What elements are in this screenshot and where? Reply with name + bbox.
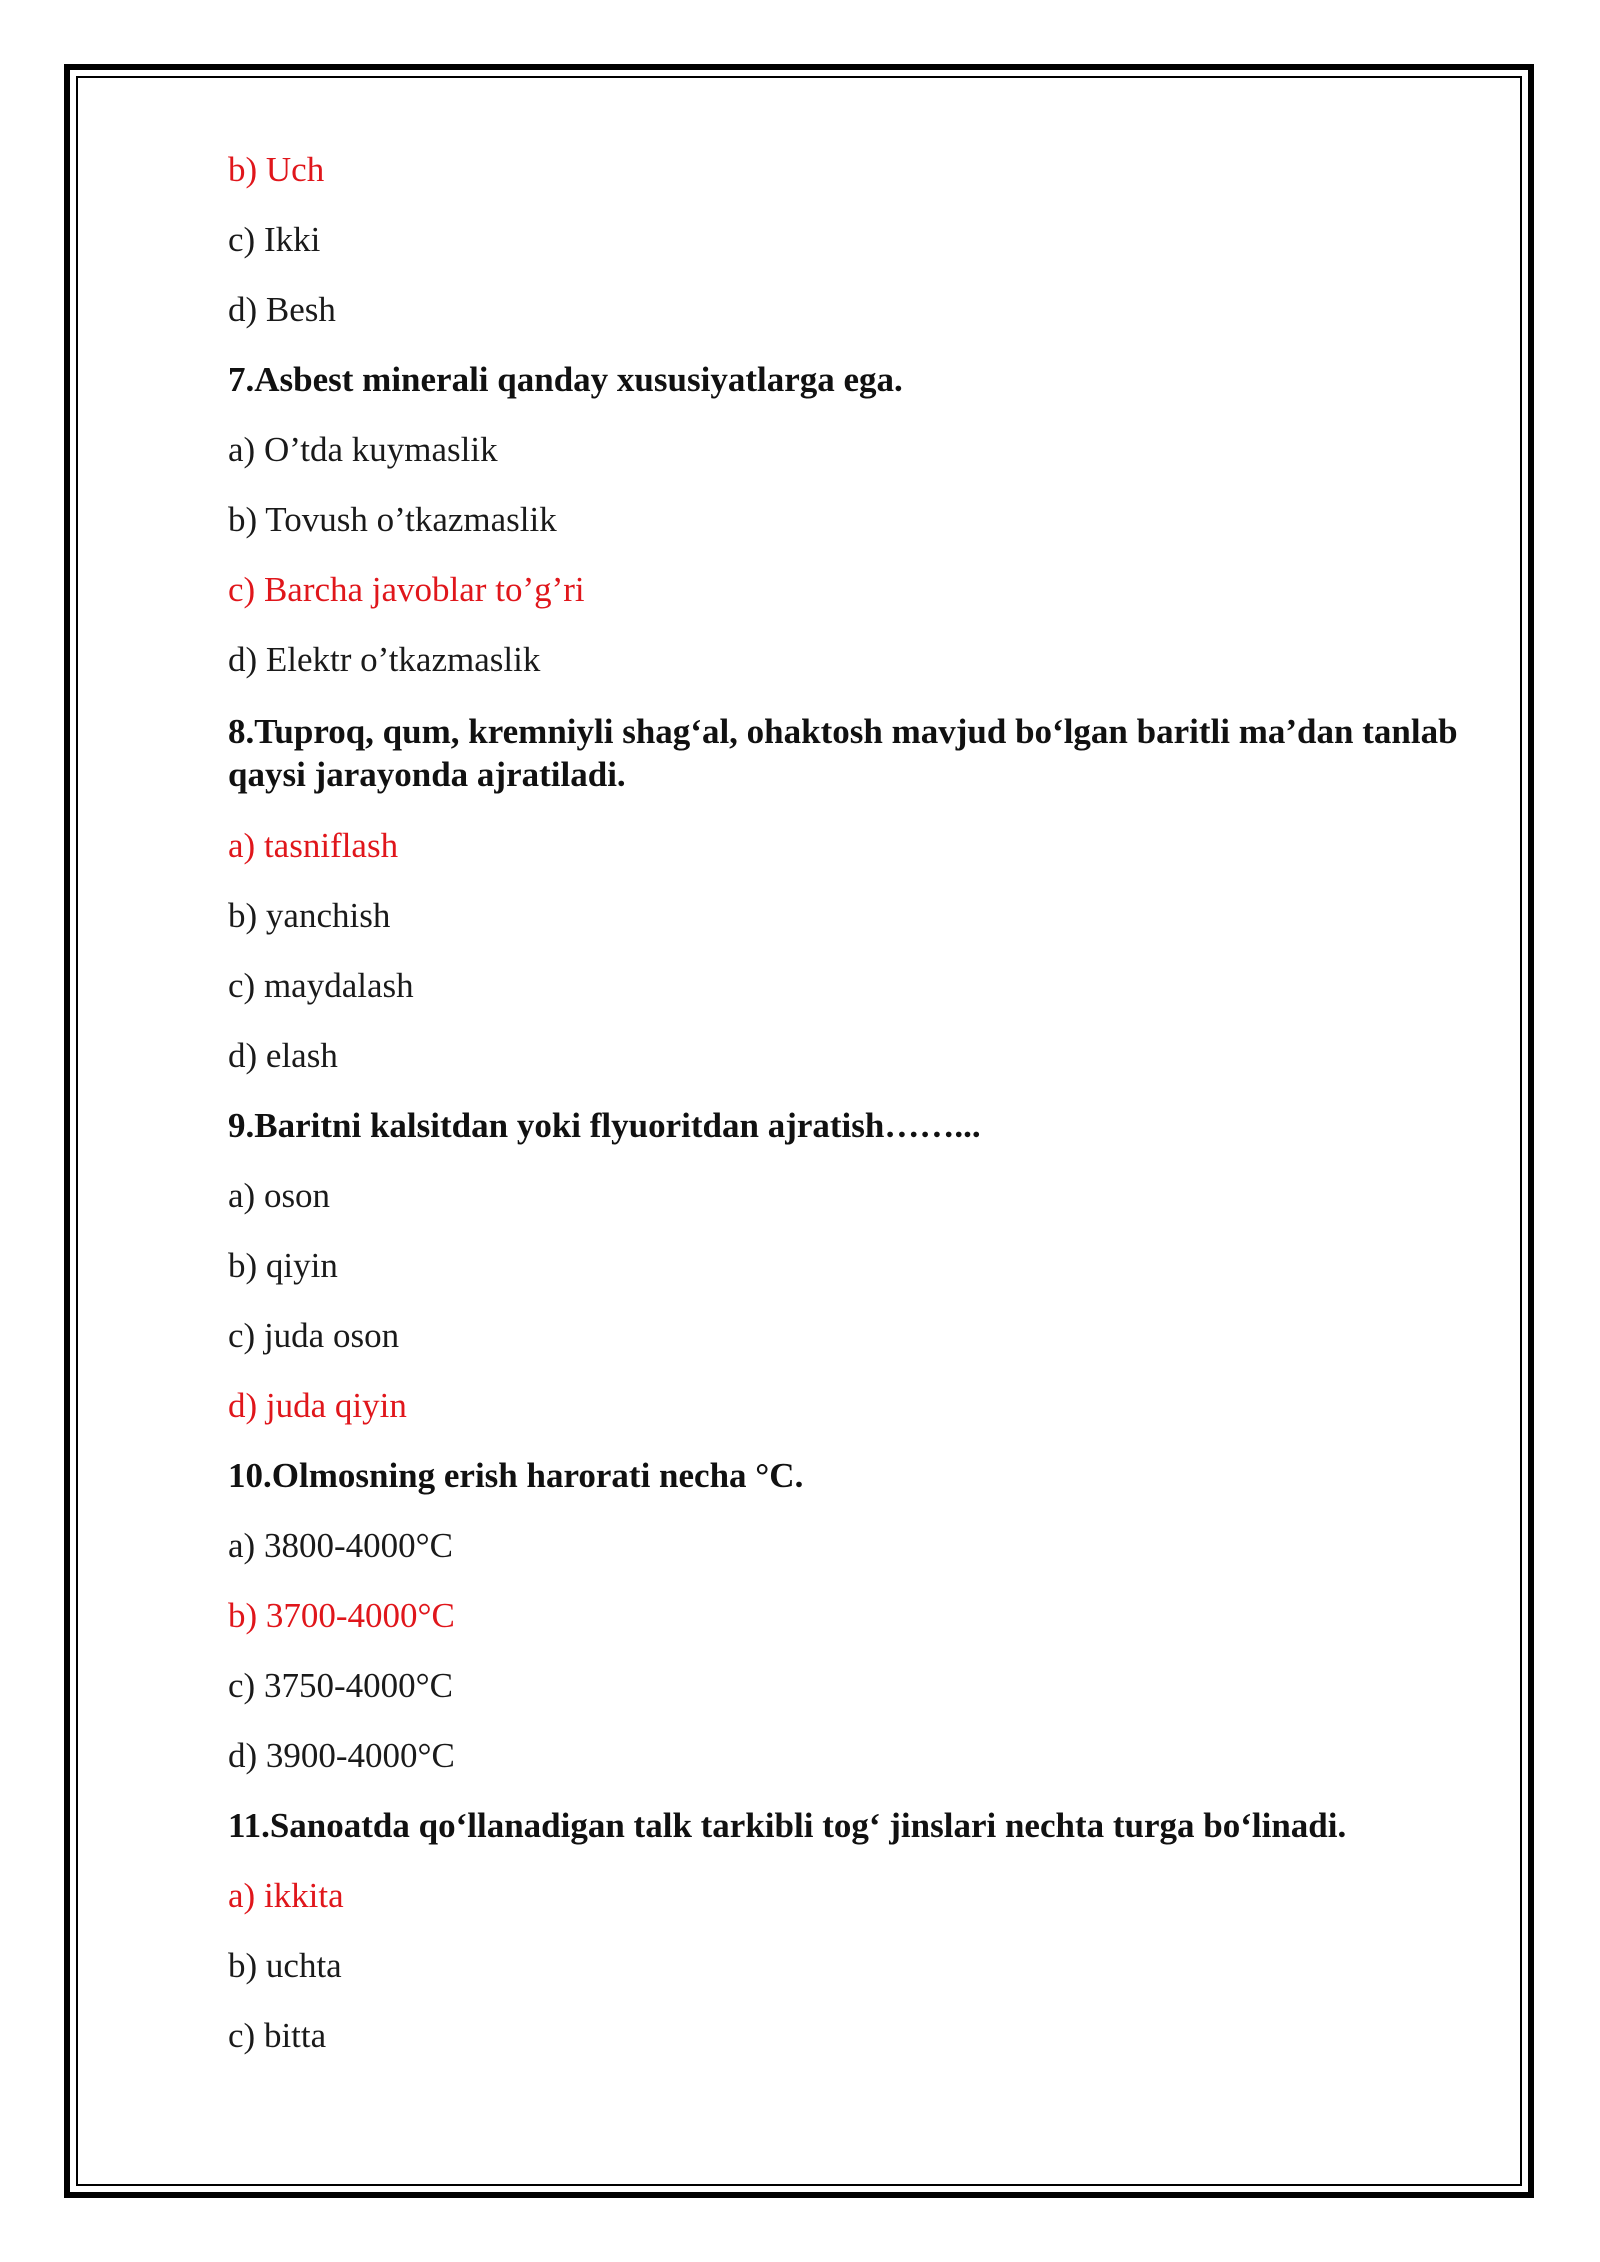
answer-option: b) uchta [228,1946,342,1985]
question-11: 11.Sanoatda qo‘llanadigan talk tarkibli tog‘ jinslari nechta turga bo‘linadi. [228,1806,1347,1845]
question-10: 10.Olmosning erish harorati necha °C. [228,1456,804,1495]
answer-option: a) 3800-4000°C [228,1526,453,1565]
answer-option: b) Uch [228,150,325,189]
answer-option: d) Besh [228,290,336,329]
answer-option: c) Ikki [228,220,321,259]
answer-option: a) oson [228,1176,331,1215]
answer-option: d) Elektr o’tkazmaslik [228,640,541,679]
answer-option: b) yanchish [228,896,391,935]
answer-option: a) O’tda kuymaslik [228,430,498,469]
answer-option: d) juda qiyin [228,1386,407,1425]
answer-option: c) Barcha javoblar to’g’ri [228,570,585,609]
answer-option: c) 3750-4000°C [228,1666,453,1705]
answer-option: b) 3700-4000°C [228,1596,455,1635]
question-8: 8.Tuproq, qum, kremniyli shag‘al, ohaktosh mavjud bo‘lgan baritli ma’dan tanlab qaysi jarayonda ajratiladi. [228,712,1467,794]
answer-option: d) 3900-4000°C [228,1736,455,1775]
question-9: 9.Baritni kalsitdan yoki flyuoritdan ajratish……... [228,1106,981,1145]
answer-option: c) juda oson [228,1316,400,1355]
answer-option: a) ikkita [228,1876,344,1915]
answer-option: c) bitta [228,2016,327,2055]
answer-option: b) Tovush o’tkazmaslik [228,500,557,539]
quiz-content [228,150,1468,2086]
answer-option: d) elash [228,1036,338,1075]
answer-option: a) tasniflash [228,826,399,865]
question-7: 7.Asbest minerali qanday xususiyatlarga ega. [228,360,903,399]
answer-option: c) maydalash [228,966,414,1005]
answer-option: b) qiyin [228,1246,338,1285]
